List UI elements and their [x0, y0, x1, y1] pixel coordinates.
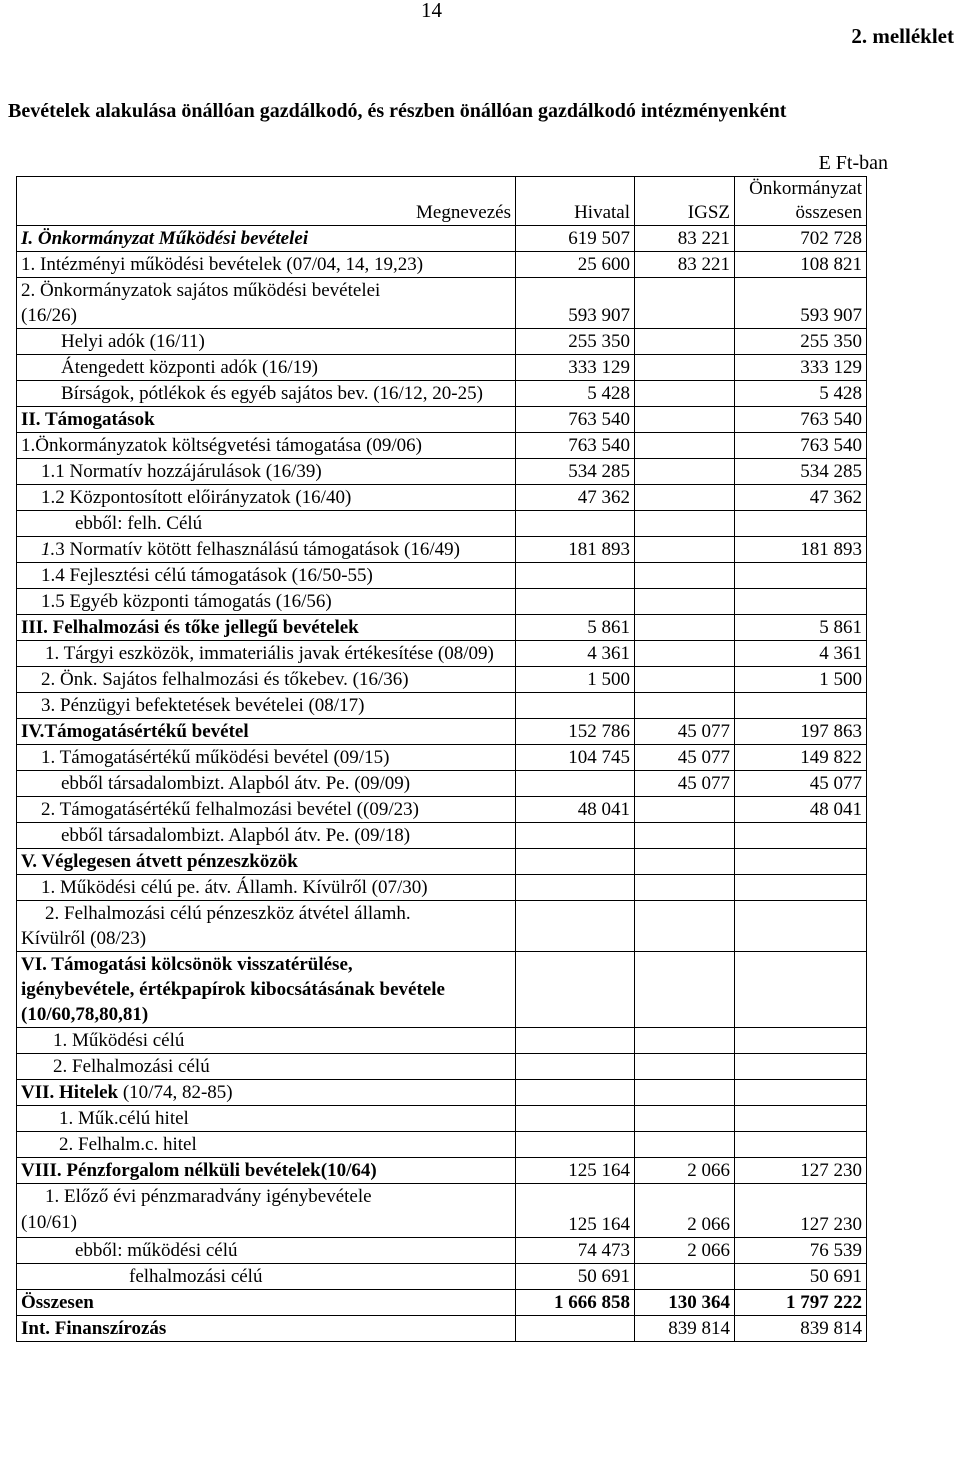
row-igsz: [635, 1132, 735, 1158]
row-hivatal: [516, 849, 635, 875]
table-row: [17, 901, 867, 952]
row-total: 127 230: [735, 1158, 867, 1184]
row-igsz: [635, 693, 735, 719]
table-row: [17, 1290, 867, 1316]
row-hivatal: [516, 952, 635, 1028]
row-igsz: [635, 278, 735, 329]
table-row: [17, 563, 867, 589]
row-igsz: [635, 1106, 735, 1132]
revenue-table: [16, 176, 867, 1342]
row-total: [735, 1080, 867, 1106]
table-row: [17, 693, 867, 719]
table-row: [17, 1184, 867, 1238]
table-row: [17, 329, 867, 355]
row-name: Átengedett központi adók (16/19): [17, 355, 516, 381]
row-hivatal: [516, 1316, 635, 1342]
row-total: 197 863: [735, 719, 867, 745]
row-hivatal: [516, 1028, 635, 1054]
row-name: [17, 641, 516, 667]
row-name: IV.Támogatásértékű bevétel: [17, 719, 516, 745]
row-hivatal: [516, 563, 635, 589]
row-hivatal: 593 907: [516, 278, 635, 329]
header-igsz: IGSZ: [635, 177, 735, 226]
table-row: [17, 1264, 867, 1290]
row-hivatal: 1 666 858: [516, 1290, 635, 1316]
table-row: [17, 771, 867, 797]
row-total: [735, 1132, 867, 1158]
table-row: [17, 875, 867, 901]
row-name: 3. Pénzügyi befektetések bevételei (08/17): [17, 693, 516, 719]
row-hivatal: 125 164: [516, 1184, 635, 1238]
row-name: Bírságok, pótlékok és egyéb sajátos bev. (16/12, 20-25): [17, 381, 516, 407]
row-name: 1.2 Központosított előirányzatok (16/40): [17, 485, 516, 511]
row-name-line2: Kívülről (08/23): [21, 928, 147, 949]
row-name-text: (10/74, 82-85): [118, 1082, 233, 1103]
row-igsz: [635, 875, 735, 901]
row-hivatal: 47 362: [516, 485, 635, 511]
row-hivatal: [516, 511, 635, 537]
row-hivatal: [516, 875, 635, 901]
row-hivatal: [516, 823, 635, 849]
table-row: [17, 719, 867, 745]
row-total: [735, 563, 867, 589]
table-row: [17, 1080, 867, 1106]
row-total: [735, 1054, 867, 1080]
table-row: [17, 511, 867, 537]
row-hivatal: [516, 901, 635, 952]
row-igsz: [635, 615, 735, 641]
row-name: [17, 537, 516, 563]
row-hivatal: 255 350: [516, 329, 635, 355]
row-name: 2. Önk. Sajátos felhalmozási és tőkebev. (16/36): [17, 667, 516, 693]
row-total: [735, 589, 867, 615]
row-igsz: [635, 381, 735, 407]
row-name-prefix: 1.: [41, 539, 56, 560]
row-name: 2. Önkormányzatok sajátos működési bevételei (16/26): [17, 278, 516, 329]
row-igsz: [635, 459, 735, 485]
row-name: [17, 1184, 516, 1238]
row-igsz: 2 066: [635, 1158, 735, 1184]
row-name: 1.5 Egyéb központi támogatás (16/56): [17, 589, 516, 615]
row-igsz: 2 066: [635, 1184, 735, 1238]
table-row: [17, 537, 867, 563]
row-igsz: [635, 511, 735, 537]
row-total: 47 362: [735, 485, 867, 511]
row-total: [735, 952, 867, 1028]
row-igsz: 83 221: [635, 252, 735, 278]
table-row: [17, 1132, 867, 1158]
table-row: [17, 1106, 867, 1132]
header-total: [735, 177, 867, 226]
row-total: 593 907: [735, 278, 867, 329]
table-row: [17, 667, 867, 693]
row-hivatal: 5 428: [516, 381, 635, 407]
table-row: [17, 407, 867, 433]
row-name: 1.1 Normatív hozzájárulások (16/39): [17, 459, 516, 485]
row-igsz: [635, 823, 735, 849]
row-igsz: [635, 329, 735, 355]
row-name-line1: 2. Felhalmozási célú pénzeszköz átvétel államh.: [45, 903, 411, 924]
row-name: 2. Támogatásértékű felhalmozási bevétel ((09/23): [17, 797, 516, 823]
row-igsz: [635, 952, 735, 1028]
row-hivatal: 25 600: [516, 252, 635, 278]
row-total: 1 500: [735, 667, 867, 693]
row-hivatal: 5 861: [516, 615, 635, 641]
table-row: [17, 615, 867, 641]
row-hivatal: 763 540: [516, 407, 635, 433]
row-igsz: 83 221: [635, 226, 735, 252]
row-igsz: [635, 407, 735, 433]
row-igsz: [635, 563, 735, 589]
row-hivatal: 333 129: [516, 355, 635, 381]
row-igsz: 130 364: [635, 1290, 735, 1316]
header-total-line1: Önkormányzat: [749, 178, 862, 199]
table-row: [17, 1158, 867, 1184]
table-row: [17, 1316, 867, 1342]
row-hivatal: 104 745: [516, 745, 635, 771]
row-name: V. Véglegesen átvett pénzeszközök: [17, 849, 516, 875]
row-hivatal: 534 285: [516, 459, 635, 485]
row-name: Összesen: [17, 1290, 516, 1316]
row-total: 108 821: [735, 252, 867, 278]
table-row: [17, 797, 867, 823]
row-igsz: 45 077: [635, 719, 735, 745]
row-hivatal: 1 500: [516, 667, 635, 693]
row-total: 181 893: [735, 537, 867, 563]
table-row: [17, 485, 867, 511]
row-total: [735, 901, 867, 952]
table-row: [17, 745, 867, 771]
row-hivatal: 619 507: [516, 226, 635, 252]
table-row: [17, 252, 867, 278]
row-hivatal: 763 540: [516, 433, 635, 459]
row-hivatal: 4 361: [516, 641, 635, 667]
row-total: [735, 823, 867, 849]
row-igsz: [635, 667, 735, 693]
row-name: 1. Műk.célú hitel: [17, 1106, 516, 1132]
row-total: 127 230: [735, 1184, 867, 1238]
row-total: 50 691: [735, 1264, 867, 1290]
row-name: ebből társadalombizt. Alapból átv. Pe. (09/18): [17, 823, 516, 849]
table-row: [17, 849, 867, 875]
row-total: [735, 511, 867, 537]
row-igsz: [635, 849, 735, 875]
row-total: [735, 1106, 867, 1132]
header-name: Megnevezés: [17, 177, 516, 226]
row-name: II. Támogatások: [17, 407, 516, 433]
row-total: 45 077: [735, 771, 867, 797]
row-total: [735, 693, 867, 719]
row-hivatal: 50 691: [516, 1264, 635, 1290]
header-hivatal: Hivatal: [516, 177, 635, 226]
row-hivatal: 48 041: [516, 797, 635, 823]
row-hivatal: [516, 589, 635, 615]
row-name: ebből: működési célú: [17, 1238, 516, 1264]
row-name: 1. Támogatásértékű működési bevétel (09/15): [17, 745, 516, 771]
table-row: [17, 433, 867, 459]
row-igsz: 45 077: [635, 745, 735, 771]
row-name-line2: (10/61): [21, 1212, 77, 1233]
row-name: 1. Működési célú: [17, 1028, 516, 1054]
document-title: Bevételek alakulása önállóan gazdálkodó, és részben önállóan gazdálkodó intézményenként: [8, 100, 787, 122]
row-name: 1.Önkormányzatok költségvetési támogatása (09/06): [17, 433, 516, 459]
row-total: 5 428: [735, 381, 867, 407]
row-total: 255 350: [735, 329, 867, 355]
row-name: Int. Finanszírozás: [17, 1316, 516, 1342]
row-igsz: [635, 355, 735, 381]
row-igsz: [635, 589, 735, 615]
row-total: 4 361: [735, 641, 867, 667]
row-name-text: 1. Tárgyi eszközök, immateriális javak értékesítése (08/09): [45, 643, 494, 664]
row-igsz: 839 814: [635, 1316, 735, 1342]
table-row: [17, 641, 867, 667]
row-total: 48 041: [735, 797, 867, 823]
row-name: felhalmozási célú: [17, 1264, 516, 1290]
row-name: 1.4 Fejlesztési célú támogatások (16/50-55): [17, 563, 516, 589]
row-total: [735, 1028, 867, 1054]
row-igsz: [635, 1264, 735, 1290]
table-row: [17, 226, 867, 252]
table-row: [17, 823, 867, 849]
table-header-row: [17, 177, 867, 226]
table-row: [17, 589, 867, 615]
row-total: 5 861: [735, 615, 867, 641]
row-total: [735, 849, 867, 875]
row-name: [17, 901, 516, 952]
row-total: 702 728: [735, 226, 867, 252]
row-hivatal: 74 473: [516, 1238, 635, 1264]
row-igsz: 45 077: [635, 771, 735, 797]
row-hivatal: [516, 693, 635, 719]
table-row: [17, 1054, 867, 1080]
row-igsz: [635, 1028, 735, 1054]
row-igsz: [635, 1054, 735, 1080]
row-total: 333 129: [735, 355, 867, 381]
row-name: 2. Felhalm.c. hitel: [17, 1132, 516, 1158]
row-total: 1 797 222: [735, 1290, 867, 1316]
row-igsz: [635, 797, 735, 823]
annex-label: 2. melléklet: [851, 24, 954, 48]
table-row: [17, 278, 867, 329]
row-hivatal: [516, 1132, 635, 1158]
row-name: 1. Működési célú pe. átv. Államh. Kívülről (07/30): [17, 875, 516, 901]
row-hivatal: [516, 1054, 635, 1080]
table-row: [17, 381, 867, 407]
row-hivatal: [516, 771, 635, 797]
row-igsz: [635, 433, 735, 459]
row-total: 763 540: [735, 407, 867, 433]
row-hivatal: [516, 1106, 635, 1132]
row-name: [17, 1080, 516, 1106]
row-name-text: 3 Normatív kötött felhasználású támogatások (16/49): [55, 539, 460, 560]
row-igsz: [635, 1080, 735, 1106]
row-name: III. Felhalmozási és tőke jellegű bevételek: [17, 615, 516, 641]
row-name: ebből társadalombizt. Alapból átv. Pe. (09/09): [17, 771, 516, 797]
table-row: [17, 1028, 867, 1054]
row-name: ebből: felh. Célú: [17, 511, 516, 537]
table-row: [17, 1238, 867, 1264]
table-row: [17, 459, 867, 485]
row-name: I. Önkormányzat Működési bevételei: [17, 226, 516, 252]
row-name-line1: 1. Előző évi pénzmaradvány igénybevétele: [45, 1186, 372, 1207]
row-hivatal: 181 893: [516, 537, 635, 563]
row-name: VIII. Pénzforgalom nélküli bevételek(10/64): [17, 1158, 516, 1184]
header-total-line2: összesen: [795, 202, 862, 223]
row-total: 534 285: [735, 459, 867, 485]
row-hivatal: 152 786: [516, 719, 635, 745]
row-igsz: [635, 537, 735, 563]
row-name: 2. Felhalmozási célú: [17, 1054, 516, 1080]
row-name: 1. Intézményi működési bevételek (07/04, 14, 19,23): [17, 252, 516, 278]
row-total: [735, 875, 867, 901]
row-total: 839 814: [735, 1316, 867, 1342]
row-igsz: [635, 641, 735, 667]
row-total: 763 540: [735, 433, 867, 459]
row-igsz: [635, 485, 735, 511]
page-number: 14: [421, 0, 442, 22]
table-row: [17, 952, 867, 1028]
row-hivatal: 125 164: [516, 1158, 635, 1184]
row-igsz: [635, 901, 735, 952]
table-row: [17, 355, 867, 381]
row-name: VI. Támogatási kölcsönök visszatérülése, igénybevétele, értékpapírok kibocsátásának bevétele (10/60,78,80,81): [17, 952, 516, 1028]
row-name-bold: VII. Hitelek: [21, 1082, 119, 1103]
row-name: Helyi adók (16/11): [17, 329, 516, 355]
row-total: 149 822: [735, 745, 867, 771]
row-hivatal: [516, 1080, 635, 1106]
row-igsz: 2 066: [635, 1238, 735, 1264]
unit-label: E Ft-ban: [818, 152, 888, 174]
row-total: 76 539: [735, 1238, 867, 1264]
